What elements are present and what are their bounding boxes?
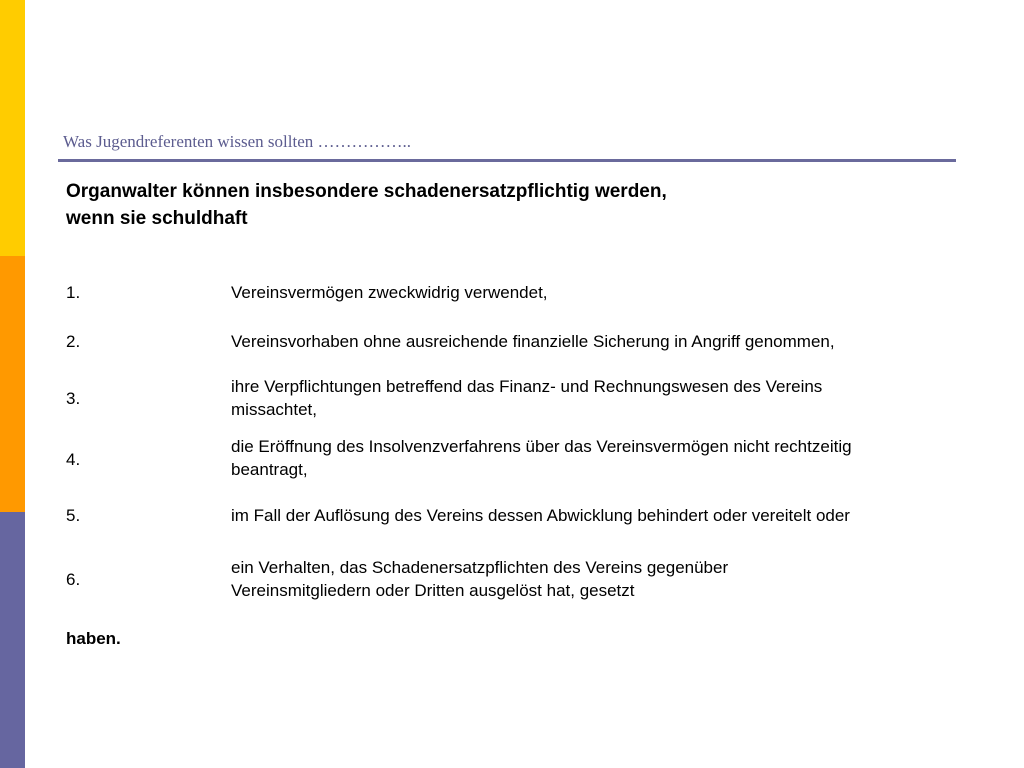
heading-line-2: wenn sie schuldhaft xyxy=(66,208,248,229)
slide-header-title: Was Jugendreferenten wissen sollten …………….. xyxy=(63,132,412,151)
side-band-purple xyxy=(0,512,25,768)
item-text-line: Vereinsvermögen zweckwidrig verwendet, xyxy=(231,283,548,302)
item-text-4 xyxy=(231,435,966,481)
item-text-line: ein Verhalten, das Schadenersatzpflichten des Vereins gegenüber xyxy=(231,558,729,577)
item-number-6: 6. xyxy=(66,570,81,589)
item-text-1 xyxy=(231,281,966,304)
item-number-5: 5. xyxy=(66,506,81,525)
item-text-2 xyxy=(231,330,966,353)
item-text-5 xyxy=(231,504,966,527)
item-number-2: 2. xyxy=(66,332,81,351)
item-text-line: Vereinsmitgliedern oder Dritten ausgelöst hat, gesetzt xyxy=(231,581,635,600)
header-divider xyxy=(58,159,956,162)
side-band-orange xyxy=(0,256,25,512)
item-number-3: 3. xyxy=(66,389,81,408)
item-number-4: 4. xyxy=(66,450,81,469)
item-text-line: beantragt, xyxy=(231,460,308,479)
side-band-yellow xyxy=(0,0,25,256)
slide-heading xyxy=(66,178,946,232)
closing-text: haben. xyxy=(66,629,121,648)
item-text-line: die Eröffnung des Insolvenzverfahrens über das Vereinsvermögen nicht rechtzeitig xyxy=(231,437,852,456)
item-text-line: missachtet, xyxy=(231,400,317,419)
item-text-line: Vereinsvorhaben ohne ausreichende finanzielle Sicherung in Angriff genommen, xyxy=(231,332,835,351)
heading-line-1: Organwalter können insbesondere schadenersatzpflichtig werden, xyxy=(66,181,667,202)
item-text-line: ihre Verpflichtungen betreffend das Finanz- und Rechnungswesen des Vereins xyxy=(231,377,823,396)
item-text-6 xyxy=(231,556,966,602)
item-text-line: im Fall der Auflösung des Vereins dessen Abwicklung behindert oder vereitelt oder xyxy=(231,506,850,525)
item-number-1: 1. xyxy=(66,283,81,302)
item-text-3 xyxy=(231,375,966,421)
